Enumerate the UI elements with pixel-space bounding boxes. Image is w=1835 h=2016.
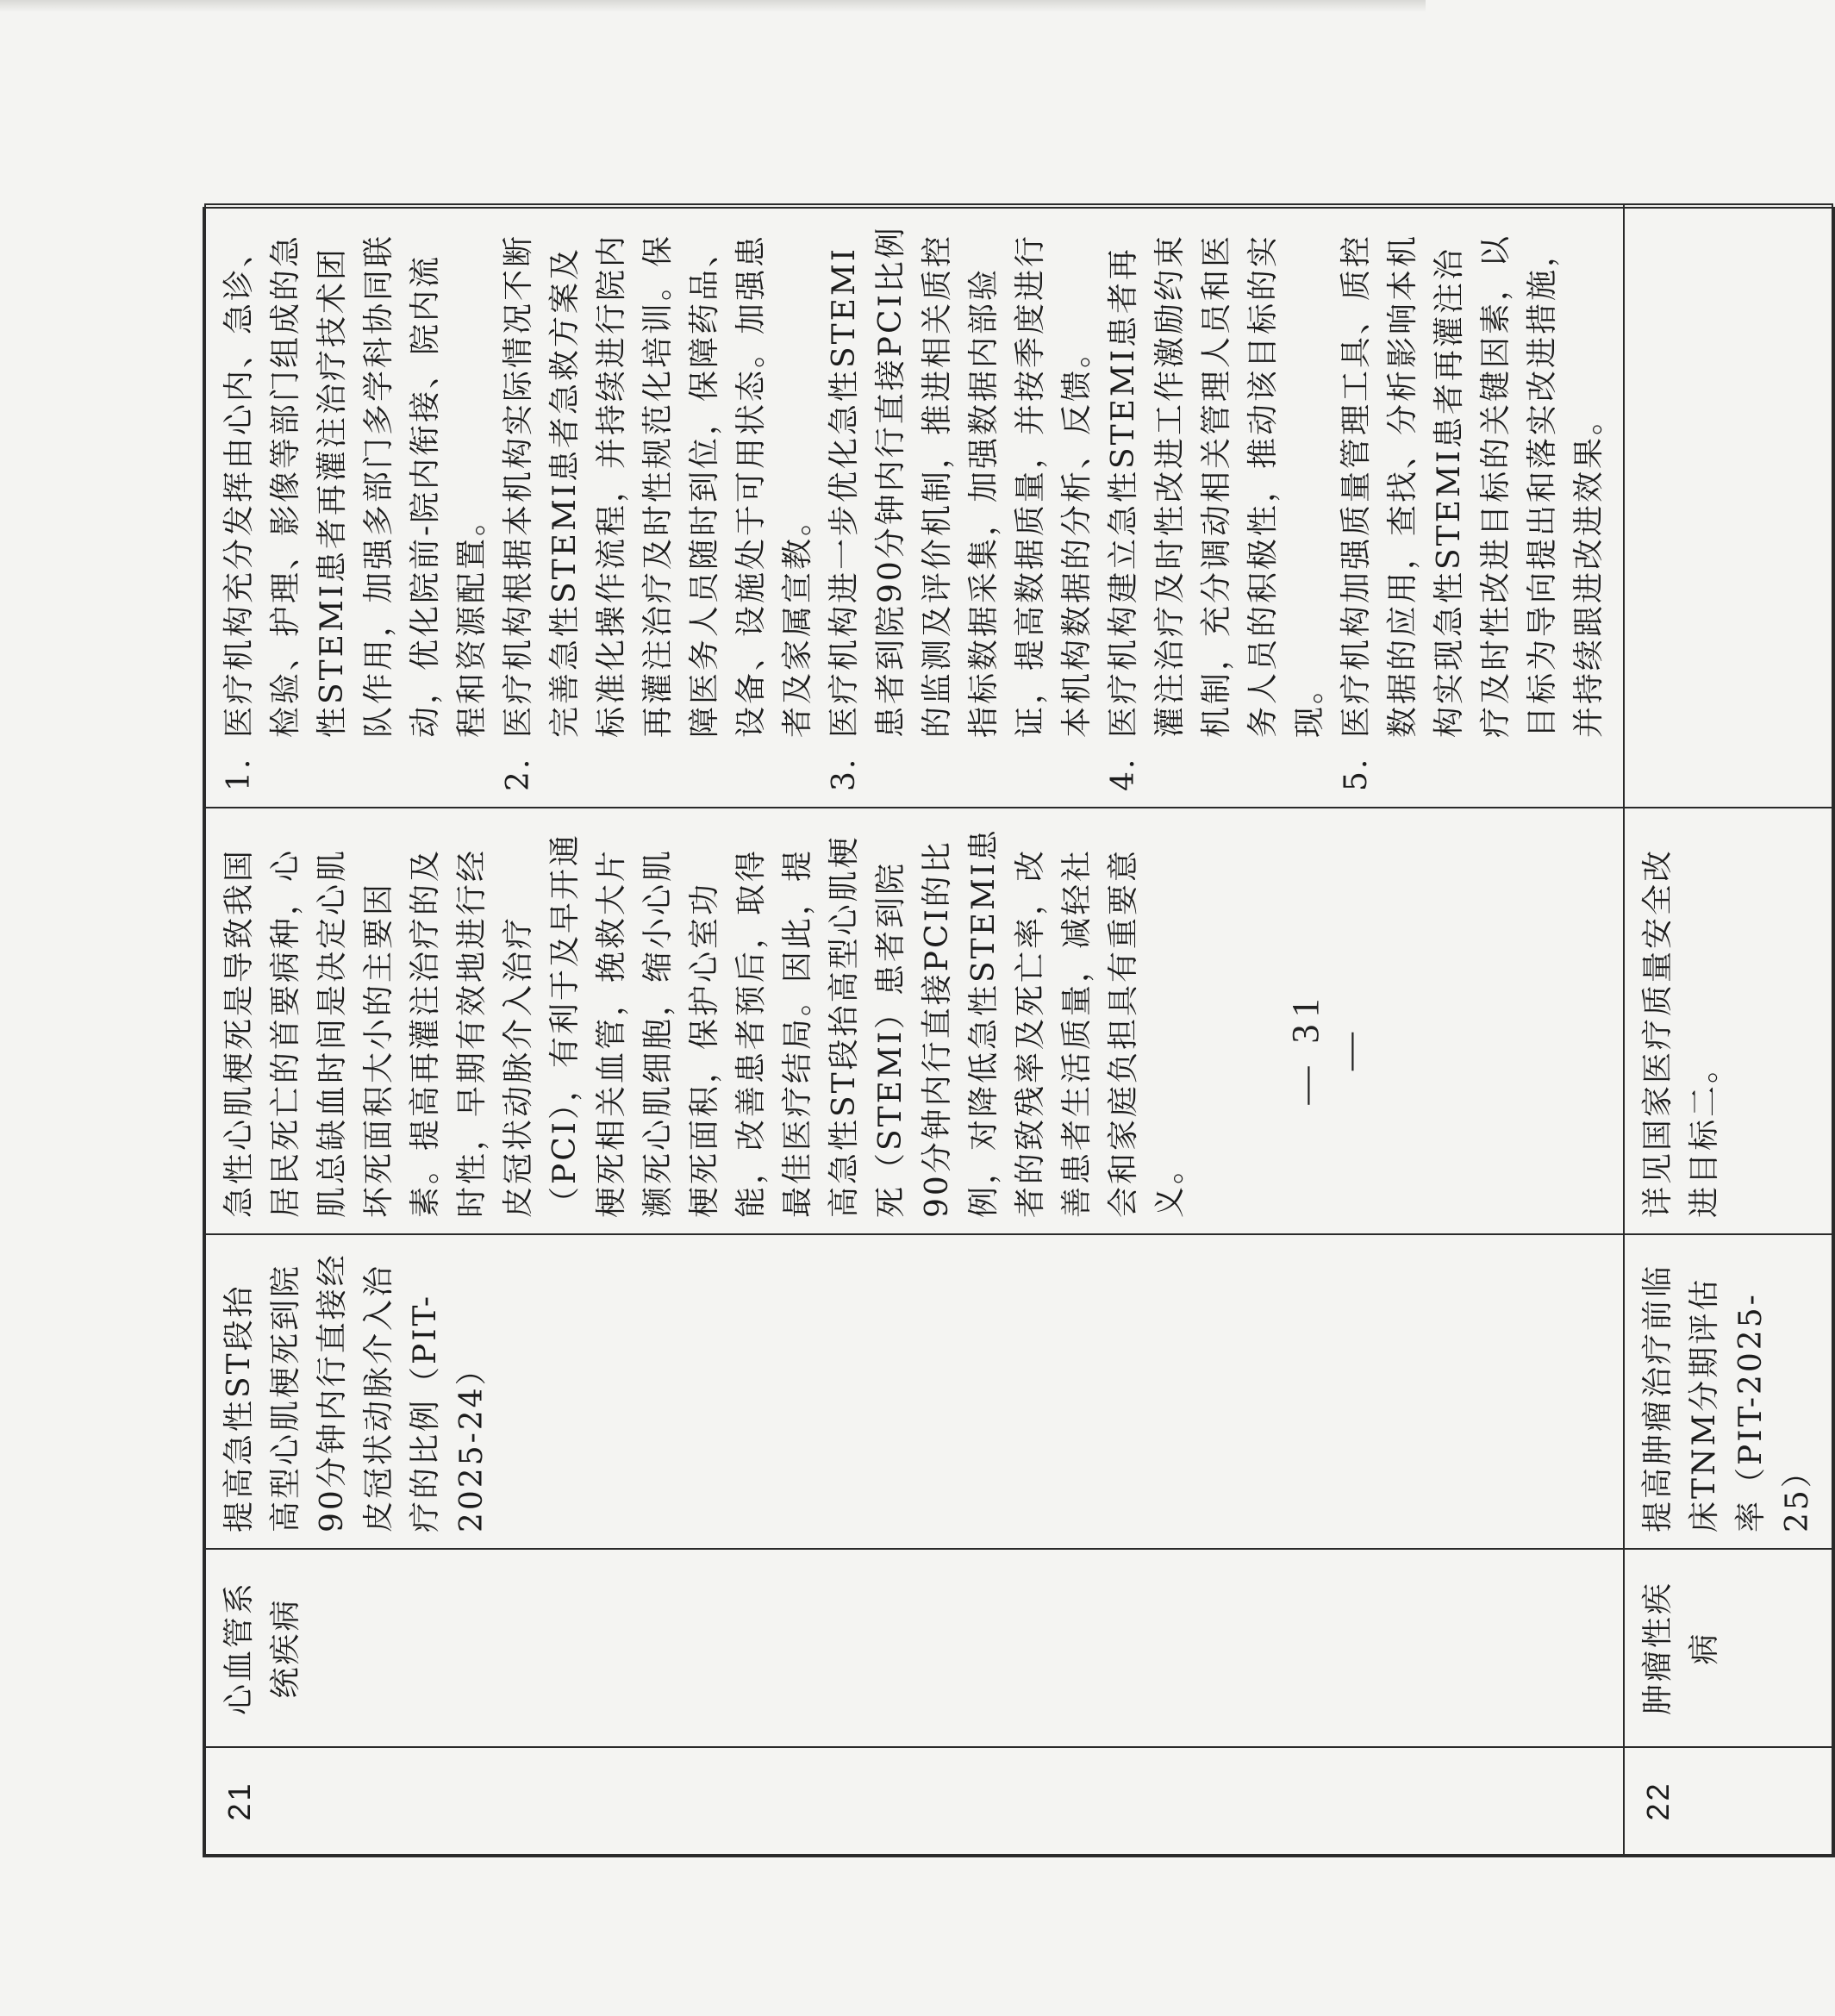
measure-index: 1. [222, 756, 257, 791]
page-number: — 31 — [1284, 991, 1370, 1105]
department-cell: 肿瘤性疾病 [1624, 1549, 1832, 1747]
measure-item [216, 221, 496, 791]
layout-cell [203, 225, 1834, 1857]
measure-item [496, 221, 821, 791]
scan-edge [0, 0, 1426, 12]
measure-index: 3. [827, 756, 862, 791]
measures-cell [1624, 204, 1832, 808]
measure-index: 2. [501, 756, 536, 791]
measures-cell [205, 204, 1624, 808]
measure-text: 医疗机构充分发挥由心内、急诊、检验、护理、影像等部门组成的急性STEMI患者再灌注治疗技术团队作用，加强多部门多学科协同联动，优化院前-院内衔接、院内流程和资源配置。 [222, 233, 490, 738]
project-cell: 提高急性ST段抬高型心肌梗死到院90分钟内行直接经皮冠状动脉介入治疗的比例（PIT-2025-24） [205, 1234, 1624, 1549]
background-cell: 急性心肌梗死是导致我国居民死亡的首要病种，心肌总缺血时间是决定心肌坏死面积大小的主要因素。提高再灌注治疗的及时性，早期有效地进行经皮冠状动脉介入治疗（PCI），有利于及早开通梗死相关血管，挽救大片濒死心肌细胞，缩小心肌梗死面积，保护心室功能，改善患者预后，取得最佳医疗结局。因此，提高急性ST段抬高型心肌梗死（STEMI）患者到院90分钟内行直接PCI的比例，对降低急性STEMI患者的致残率及死亡率，改善患者生活质量，减轻社会和家庭负担具有重要意义。 [205, 808, 1624, 1234]
improvement-goals-table [203, 207, 1835, 1857]
measure-index: 5. [1339, 756, 1374, 791]
project-cell: 提高肿瘤治疗前临床TNM分期评估率（PIT-2025-25） [1624, 1234, 1832, 1549]
background-cell: 详见国家医疗质量安全改进目标二。 [1624, 808, 1832, 1234]
table-row-22 [1624, 204, 1832, 1855]
measure-text: 医疗机构建立急性STEMI患者再灌注治疗及时性改进工作激励约束机制，充分调动相关管理人员和医务人员的积极性，推动该目标的实现。 [1106, 233, 1327, 738]
measure-text: 医疗机构进一步优化急性STEMI患者到院90分钟内行直接PCI比例的监测及评价机制，推进相关质控指标数据采集，加强数据内部验证，提高数据质量，并按季度进行本机构数据的分析、反馈。 [827, 225, 1095, 738]
measure-index: 4. [1106, 756, 1141, 791]
measure-item [821, 221, 1101, 791]
measure-item [1101, 221, 1333, 791]
measure-item [1333, 221, 1613, 791]
table-row-21 [205, 204, 1624, 1855]
row-number: 22 [1624, 1747, 1832, 1855]
department-cell: 心血管系统疾病 [205, 1549, 1624, 1747]
measure-text: 医疗机构加强质量管理工具、质控数据的应用，查找、分析影响本机构实现急性STEMI患者再灌注治疗及时性改进目标的关键因素，以目标为导向提出和落实改进措施，并持续跟进改进效果。 [1339, 233, 1607, 738]
row-number: 21 [205, 1747, 1624, 1855]
measure-text: 医疗机构根据本机构实际情况不断完善急性STEMI患者急救方案及标准化操作流程，并持续进行院内再灌注治疗及时性规范化培训。保障医务人员随时到位，保障药品、设备、设施处于可用状态。加强患者及家属宣教。 [501, 233, 815, 738]
